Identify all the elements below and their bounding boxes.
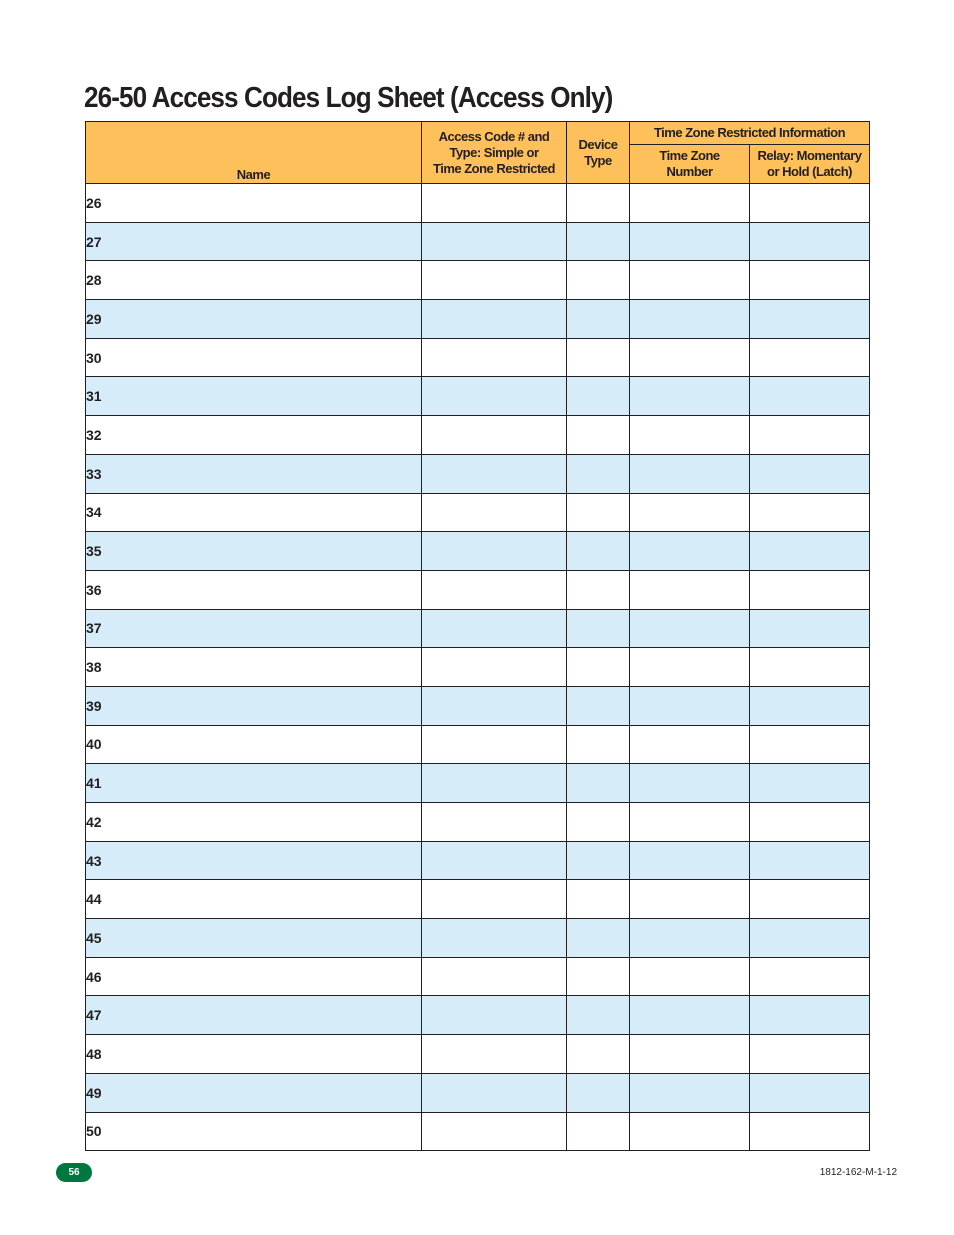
relay-cell[interactable] xyxy=(750,686,870,725)
relay-cell[interactable] xyxy=(750,416,870,455)
relay-cell[interactable] xyxy=(750,609,870,648)
time-zone-number-cell[interactable] xyxy=(630,686,750,725)
row-number: 48 xyxy=(86,1035,422,1074)
device-type-cell[interactable] xyxy=(567,803,630,842)
table-row xyxy=(86,1035,870,1074)
time-zone-number-cell[interactable] xyxy=(630,1073,750,1112)
time-zone-number-cell[interactable] xyxy=(630,648,750,687)
access-code-cell[interactable] xyxy=(422,880,567,919)
relay-cell[interactable] xyxy=(750,532,870,571)
table-header xyxy=(86,122,870,184)
row-number: 38 xyxy=(86,648,422,687)
access-code-cell[interactable] xyxy=(422,609,567,648)
header-time-zone-number-line2: Number xyxy=(666,164,713,179)
access-code-cell[interactable] xyxy=(422,957,567,996)
relay-cell[interactable] xyxy=(750,184,870,223)
time-zone-number-cell[interactable] xyxy=(630,377,750,416)
time-zone-number-cell[interactable] xyxy=(630,841,750,880)
device-type-cell[interactable] xyxy=(567,609,630,648)
table-row xyxy=(86,493,870,532)
relay-cell[interactable] xyxy=(750,493,870,532)
access-codes-log-table xyxy=(85,121,870,1151)
row-number: 50 xyxy=(86,1112,422,1151)
time-zone-number-cell[interactable] xyxy=(630,454,750,493)
access-code-cell[interactable] xyxy=(422,261,567,300)
header-relay-line2: or Hold (Latch) xyxy=(767,164,852,179)
table-row xyxy=(86,1073,870,1112)
access-code-cell[interactable] xyxy=(422,686,567,725)
row-number: 41 xyxy=(86,764,422,803)
access-code-cell[interactable] xyxy=(422,1073,567,1112)
table-row xyxy=(86,996,870,1035)
row-number: 39 xyxy=(86,686,422,725)
relay-cell[interactable] xyxy=(750,880,870,919)
table-row xyxy=(86,686,870,725)
relay-cell[interactable] xyxy=(750,570,870,609)
row-number: 46 xyxy=(86,957,422,996)
access-code-cell[interactable] xyxy=(422,764,567,803)
page-number-badge: 56 xyxy=(56,1163,92,1182)
row-number: 28 xyxy=(86,261,422,300)
table-row xyxy=(86,803,870,842)
time-zone-number-cell[interactable] xyxy=(630,919,750,958)
row-number: 26 xyxy=(86,184,422,223)
row-number: 42 xyxy=(86,803,422,842)
access-code-cell[interactable] xyxy=(422,841,567,880)
table-row xyxy=(86,300,870,339)
device-type-cell[interactable] xyxy=(567,880,630,919)
table-row xyxy=(86,919,870,958)
time-zone-number-cell[interactable] xyxy=(630,957,750,996)
row-number: 49 xyxy=(86,1073,422,1112)
relay-cell[interactable] xyxy=(750,764,870,803)
row-number: 34 xyxy=(86,493,422,532)
row-number: 44 xyxy=(86,880,422,919)
row-number: 29 xyxy=(86,300,422,339)
access-code-cell[interactable] xyxy=(422,532,567,571)
table-row xyxy=(86,338,870,377)
access-code-cell[interactable] xyxy=(422,184,567,223)
time-zone-number-cell[interactable] xyxy=(630,1112,750,1151)
time-zone-number-cell[interactable] xyxy=(630,725,750,764)
device-type-cell[interactable] xyxy=(567,841,630,880)
header-time-zone-number xyxy=(630,145,750,184)
time-zone-number-cell[interactable] xyxy=(630,764,750,803)
table-row xyxy=(86,184,870,223)
device-type-cell[interactable] xyxy=(567,222,630,261)
table-row xyxy=(86,648,870,687)
access-code-cell[interactable] xyxy=(422,493,567,532)
table-row xyxy=(86,222,870,261)
time-zone-number-cell[interactable] xyxy=(630,222,750,261)
access-code-cell[interactable] xyxy=(422,222,567,261)
device-type-cell[interactable] xyxy=(567,725,630,764)
header-access-code-line1: Access Code # and xyxy=(438,128,550,144)
time-zone-number-cell[interactable] xyxy=(630,493,750,532)
time-zone-number-cell[interactable] xyxy=(630,416,750,455)
page-title: 26-50 Access Codes Log Sheet (Access Only) xyxy=(84,82,613,114)
table-row xyxy=(86,532,870,571)
access-code-cell[interactable] xyxy=(422,416,567,455)
access-code-cell[interactable] xyxy=(422,1112,567,1151)
device-type-cell[interactable] xyxy=(567,764,630,803)
relay-cell[interactable] xyxy=(750,803,870,842)
device-type-cell[interactable] xyxy=(567,338,630,377)
device-type-cell[interactable] xyxy=(567,454,630,493)
header-relay xyxy=(750,145,870,184)
header-device-type xyxy=(567,122,630,184)
row-number: 45 xyxy=(86,919,422,958)
access-code-cell[interactable] xyxy=(422,570,567,609)
access-code-cell[interactable] xyxy=(422,377,567,416)
device-type-cell[interactable] xyxy=(567,919,630,958)
device-type-cell[interactable] xyxy=(567,957,630,996)
row-number: 31 xyxy=(86,377,422,416)
header-access-code-line3: Time Zone Restricted xyxy=(433,160,555,176)
row-number: 27 xyxy=(86,222,422,261)
row-number: 43 xyxy=(86,841,422,880)
relay-cell[interactable] xyxy=(750,1112,870,1151)
header-device-type-line2: Type xyxy=(584,152,612,168)
access-code-cell[interactable] xyxy=(422,648,567,687)
time-zone-number-cell[interactable] xyxy=(630,261,750,300)
table-row xyxy=(86,570,870,609)
header-access-code xyxy=(422,122,567,184)
table-row xyxy=(86,454,870,493)
table-row xyxy=(86,764,870,803)
relay-cell[interactable] xyxy=(750,338,870,377)
row-number: 33 xyxy=(86,454,422,493)
time-zone-number-cell[interactable] xyxy=(630,300,750,339)
header-time-zone-group: Time Zone Restricted Information xyxy=(630,122,870,145)
access-code-cell[interactable] xyxy=(422,338,567,377)
table-row xyxy=(86,609,870,648)
header-access-code-line2: Type: Simple or xyxy=(449,144,539,160)
device-type-cell[interactable] xyxy=(567,996,630,1035)
header-name: Name xyxy=(86,122,422,184)
relay-cell[interactable] xyxy=(750,919,870,958)
device-type-cell[interactable] xyxy=(567,570,630,609)
row-number: 30 xyxy=(86,338,422,377)
access-code-cell[interactable] xyxy=(422,454,567,493)
time-zone-number-cell[interactable] xyxy=(630,338,750,377)
header-relay-line1: Relay: Momentary xyxy=(757,148,862,163)
header-device-type-line1: Device xyxy=(578,136,618,152)
relay-cell[interactable] xyxy=(750,648,870,687)
device-type-cell[interactable] xyxy=(567,300,630,339)
time-zone-number-cell[interactable] xyxy=(630,184,750,223)
header-time-zone-number-line1: Time Zone xyxy=(659,148,720,163)
table-row xyxy=(86,377,870,416)
device-type-cell[interactable] xyxy=(567,184,630,223)
device-type-cell[interactable] xyxy=(567,686,630,725)
access-code-cell[interactable] xyxy=(422,300,567,339)
access-code-cell[interactable] xyxy=(422,725,567,764)
relay-cell[interactable] xyxy=(750,841,870,880)
row-number: 40 xyxy=(86,725,422,764)
document-code: 1812-162-M-1-12 xyxy=(819,1167,897,1178)
access-code-cell[interactable] xyxy=(422,1035,567,1074)
relay-cell[interactable] xyxy=(750,377,870,416)
table-row xyxy=(86,416,870,455)
table-row xyxy=(86,725,870,764)
relay-cell[interactable] xyxy=(750,454,870,493)
relay-cell[interactable] xyxy=(750,1035,870,1074)
access-code-cell[interactable] xyxy=(422,996,567,1035)
access-code-cell[interactable] xyxy=(422,803,567,842)
row-number: 47 xyxy=(86,996,422,1035)
device-type-cell[interactable] xyxy=(567,1073,630,1112)
relay-cell[interactable] xyxy=(750,300,870,339)
relay-cell[interactable] xyxy=(750,261,870,300)
relay-cell[interactable] xyxy=(750,725,870,764)
row-number: 37 xyxy=(86,609,422,648)
time-zone-number-cell[interactable] xyxy=(630,609,750,648)
time-zone-number-cell[interactable] xyxy=(630,803,750,842)
device-type-cell[interactable] xyxy=(567,1035,630,1074)
time-zone-number-cell[interactable] xyxy=(630,996,750,1035)
row-number: 36 xyxy=(86,570,422,609)
device-type-cell[interactable] xyxy=(567,493,630,532)
table-row xyxy=(86,841,870,880)
time-zone-number-cell[interactable] xyxy=(630,570,750,609)
relay-cell[interactable] xyxy=(750,1073,870,1112)
table-row xyxy=(86,957,870,996)
table-row xyxy=(86,261,870,300)
table-body xyxy=(86,184,870,1151)
device-type-cell[interactable] xyxy=(567,261,630,300)
device-type-cell[interactable] xyxy=(567,532,630,571)
row-number: 32 xyxy=(86,416,422,455)
relay-cell[interactable] xyxy=(750,996,870,1035)
device-type-cell[interactable] xyxy=(567,377,630,416)
table-row xyxy=(86,1112,870,1151)
time-zone-number-cell[interactable] xyxy=(630,1035,750,1074)
time-zone-number-cell[interactable] xyxy=(630,880,750,919)
device-type-cell[interactable] xyxy=(567,416,630,455)
time-zone-number-cell[interactable] xyxy=(630,532,750,571)
relay-cell[interactable] xyxy=(750,957,870,996)
table-row xyxy=(86,880,870,919)
access-code-cell[interactable] xyxy=(422,919,567,958)
relay-cell[interactable] xyxy=(750,222,870,261)
device-type-cell[interactable] xyxy=(567,1112,630,1151)
device-type-cell[interactable] xyxy=(567,648,630,687)
row-number: 35 xyxy=(86,532,422,571)
